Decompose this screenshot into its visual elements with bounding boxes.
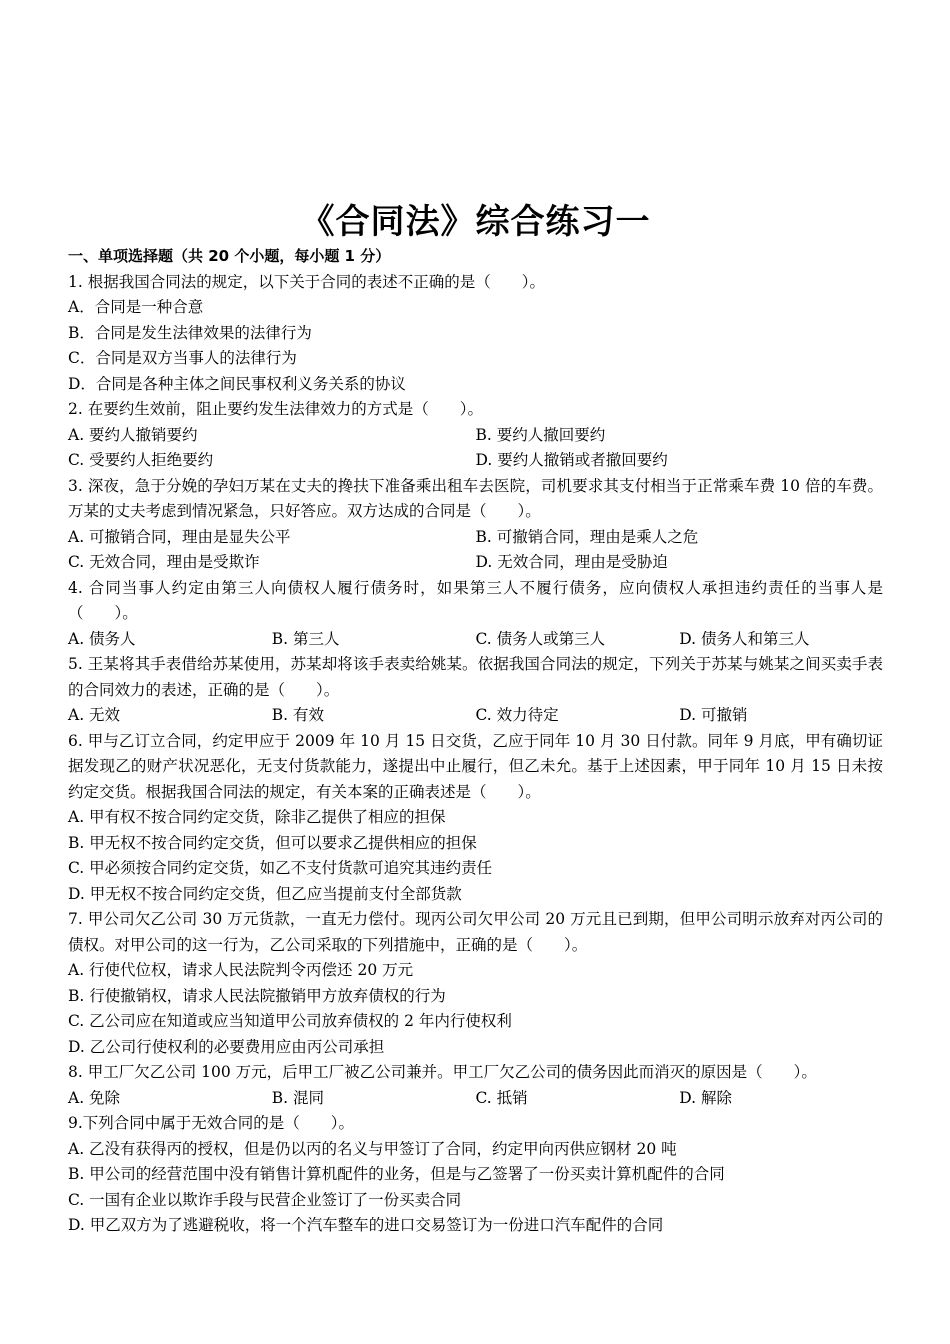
q7-option-a: A. 行使代位权，请求人民法院判令丙偿还 20 万元 — [68, 961, 414, 979]
q3-option-c: C. 无效合同，理由是受欺诈 — [68, 553, 260, 571]
q6-option-b: B. 甲无权不按合同约定交货，但可以要求乙提供相应的担保 — [68, 833, 477, 852]
q9-option-c: C. 一国有企业以欺诈手段与民营企业签订了一份买卖合同 — [68, 1190, 462, 1209]
q8-option-b: B. 混同 — [271, 1088, 324, 1107]
q9-option-b: B. 甲公司的经营范围中没有销售计算机配件的业务，但是与乙签署了一份买卖计算机配件的合同 — [68, 1165, 725, 1183]
question-1: 1. 根据我国合同法的规定，以下关于合同的表述不正确的是（ ）。 — [68, 272, 545, 291]
q9-option-a: A. 乙没有获得丙的授权，但是仍以丙的名义与甲签订了合同，约定甲向丙供应钢材 20 吨 — [68, 1139, 677, 1158]
q7-option-b: B. 行使撤销权，请求人民法院撤销甲方放弃债权的行为 — [68, 986, 446, 1005]
question-3: 3. 深夜，急于分娩的孕妇万某在丈夫的搀扶下准备乘出租车去医院，司机要求其支付相当于正常乘车费 10 倍的车费。万某的丈夫考虑到情况紧急，只好答应。双方达成的合同是（ ）。 — [68, 476, 883, 520]
q5-option-c: C. 效力待定 — [475, 706, 559, 724]
q2-option-b: B. 要约人撤回要约 — [475, 425, 606, 444]
q5-option-a: A. 无效 — [68, 706, 121, 724]
q3-option-a: A. 可撤销合同，理由是显失公平 — [68, 527, 291, 546]
question-6: 6. 甲与乙订立合同，约定甲应于 2009 年 10 月 15 日交货，乙应于同年 10 月 30 日付款。同年 9 月底，甲有确切证据发现乙的财产状况恶化，无支付货款能力，遂提出中止履行，但乙未允。基于上述因素，甲于同年 10 月 15 日未按约定交货。根据我国合同法的规定，有关本案的正确表述是（ ）。 — [68, 731, 883, 801]
q6-option-d: D. 甲无权不按合同约定交货，但乙应当提前支付全部货款 — [68, 884, 462, 903]
q2-option-d: D. 要约人撤销或者撤回要约 — [475, 451, 668, 469]
q7-option-c: C. 乙公司应在知道或应当知道甲公司放弃债权的 2 年内行使权利 — [68, 1012, 512, 1030]
q7-option-d: D. 乙公司行使权利的必要费用应由丙公司承担 — [68, 1037, 385, 1056]
q8-options-row — [68, 1086, 883, 1112]
q5-option-b: B. 有效 — [271, 706, 324, 724]
q1-option-a: A．合同是一种合意 — [68, 298, 204, 316]
question-7: 7. 甲公司欠乙公司 30 万元货款，一直无力偿付。现丙公司欠甲公司 20 万元且已到期，但甲公司明示放弃对丙公司的债权。对甲公司的这一行为，乙公司采取的下列措施中，正确的是（ ）。 — [68, 910, 883, 954]
q9-option-d: D. 甲乙双方为了逃避税收，将一个汽车整车的进口交易签订为一份进口汽车配件的合同 — [68, 1216, 664, 1234]
q3-option-d: D. 无效合同，理由是受胁迫 — [475, 553, 668, 571]
q3-option-b: B. 可撤销合同，理由是乘人之危 — [475, 527, 699, 546]
question-5: 5. 王某将其手表借给苏某使用，苏某却将该手表卖给姚某。依据我国合同法的规定，下列关于苏某与姚某之间买卖手表的合同效力的表述，正确的是（ ）。 — [68, 655, 883, 699]
page-title: 《合同法》综合练习一 — [300, 202, 651, 242]
q5-option-d: D. 可撤销 — [679, 706, 748, 724]
q4-options-row — [68, 627, 883, 653]
q8-option-c: C. 抵销 — [475, 1088, 528, 1107]
q1-option-b: B．合同是发生法律效果的法律行为 — [68, 323, 312, 342]
q8-option-a: A. 免除 — [68, 1088, 121, 1107]
document-page — [68, 200, 883, 1239]
q2-options-row-1 — [68, 423, 883, 449]
q4-option-d: D. 债务人和第三人 — [679, 629, 810, 648]
q1-option-c: C．合同是双方当事人的法律行为 — [68, 349, 297, 367]
q5-options-row — [68, 703, 883, 729]
q6-option-c: C. 甲必须按合同约定交货，如乙不支付货款可追究其违约责任 — [68, 859, 493, 877]
q4-option-b: B. 第三人 — [271, 629, 340, 648]
q6-option-a: A. 甲有权不按合同约定交货，除非乙提供了相应的担保 — [68, 808, 446, 826]
question-9: 9.下列合同中属于无效合同的是（ ）。 — [68, 1114, 355, 1132]
question-2: 2. 在要约生效前，阻止要约发生法律效力的方式是（ ）。 — [68, 400, 483, 418]
q4-option-a: A. 债务人 — [68, 629, 136, 648]
q2-option-c: C. 受要约人拒绝要约 — [68, 451, 214, 469]
q1-option-d: D．合同是各种主体之间民事权利义务关系的协议 — [68, 374, 406, 393]
question-8: 8. 甲工厂欠乙公司 100 万元，后甲工厂被乙公司兼并。甲工厂欠乙公司的债务因此而消灭的原因是（ ）。 — [68, 1063, 817, 1081]
q2-options-row-2 — [68, 448, 883, 474]
q3-options-row-2 — [68, 550, 883, 576]
q2-option-a: A. 要约人撤销要约 — [68, 425, 198, 444]
q3-options-row-1 — [68, 525, 883, 551]
section-heading: 一、单项选择题（共 20 个小题，每小题 1 分） — [68, 247, 391, 265]
q8-option-d: D. 解除 — [679, 1088, 732, 1107]
question-4: 4. 合同当事人约定由第三人向债权人履行债务时，如果第三人不履行债务，应向债权人承担违约责任的当事人是（ ）。 — [68, 578, 883, 622]
q4-option-c: C. 债务人或第三人 — [475, 629, 606, 648]
